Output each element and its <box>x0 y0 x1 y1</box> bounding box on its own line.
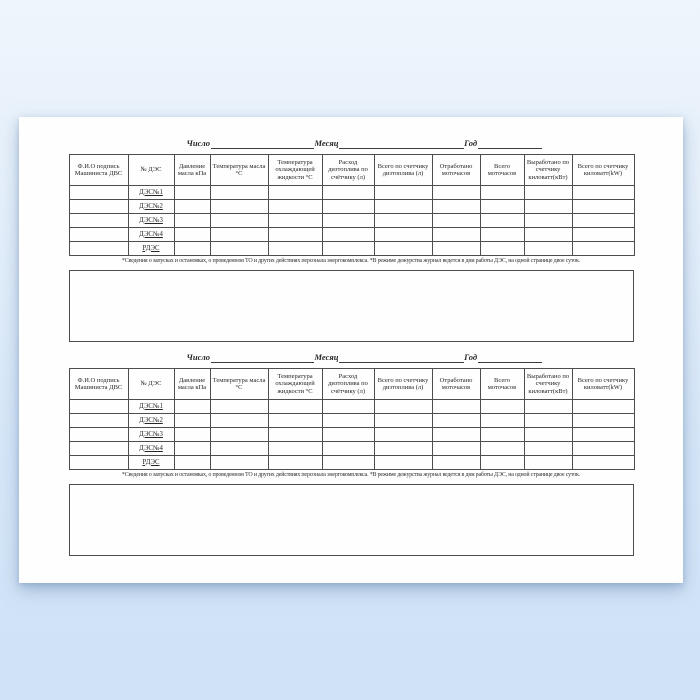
entry-cell <box>210 456 268 470</box>
generator-label: ДЭС№1 <box>139 402 163 410</box>
entry-cell <box>432 428 480 442</box>
generator-label: ДЭС№4 <box>139 230 163 238</box>
entry-cell <box>174 214 210 228</box>
table-row <box>69 442 634 456</box>
entry-cell <box>268 200 322 214</box>
table-row <box>69 214 634 228</box>
entry-cell <box>432 442 480 456</box>
blank-underline <box>211 352 315 363</box>
table-row <box>69 456 634 470</box>
table-body <box>69 186 634 256</box>
column-header: Отработано моточасов <box>432 369 480 400</box>
log-form-section <box>69 137 634 342</box>
entry-cell <box>572 428 634 442</box>
notes-box <box>69 270 634 342</box>
entry-cell <box>174 456 210 470</box>
entry-cell <box>374 442 432 456</box>
column-header: Расход дизтоплива по счётчику (л) <box>322 155 374 186</box>
entry-cell <box>524 456 572 470</box>
column-header: Выработано по счетчику киловатт(кВт) <box>524 369 572 400</box>
entry-cell <box>69 442 128 456</box>
column-header: Отработано моточасов <box>432 155 480 186</box>
engine-log-table <box>69 368 635 470</box>
table-row <box>69 400 634 414</box>
entry-cell <box>268 228 322 242</box>
column-header: Давление масла кПа <box>174 369 210 400</box>
entry-cell <box>480 442 524 456</box>
column-header: Температура охлаждающей жидкости °С <box>268 369 322 400</box>
log-form-section <box>69 351 634 556</box>
entry-cell <box>322 200 374 214</box>
entry-cell <box>210 242 268 256</box>
entry-cell <box>374 400 432 414</box>
entry-cell <box>268 242 322 256</box>
entry-cell <box>480 214 524 228</box>
entry-cell <box>524 400 572 414</box>
column-header: Всего по счетчику киловатт(kW) <box>572 155 634 186</box>
entry-cell <box>374 200 432 214</box>
column-header: Температура масла °С <box>210 369 268 400</box>
entry-cell <box>374 228 432 242</box>
generator-label: РДЭС <box>142 458 160 466</box>
entry-cell <box>572 442 634 456</box>
date-field-label-month: Месяц <box>314 352 339 362</box>
entry-cell <box>374 428 432 442</box>
table-row <box>69 242 634 256</box>
footnote-text: *Сведения о запусках и остановках, о проведенном ТО и других действиях персонала энергокомплекса. *В режиме дежурства журнал ведется в дни работы ДЭС, на одной странице двое суток. <box>121 472 581 478</box>
notes-box <box>69 484 634 556</box>
entry-cell <box>480 428 524 442</box>
entry-cell <box>572 228 634 242</box>
entry-cell <box>572 214 634 228</box>
entry-cell <box>268 400 322 414</box>
entry-cell <box>480 200 524 214</box>
entry-cell <box>432 400 480 414</box>
entry-cell <box>432 456 480 470</box>
entry-cell <box>268 428 322 442</box>
entry-cell <box>268 186 322 200</box>
generator-label: ДЭС№3 <box>139 430 163 438</box>
entry-cell <box>174 242 210 256</box>
generator-label: ДЭС№1 <box>139 188 163 196</box>
entry-cell <box>524 442 572 456</box>
entry-cell <box>432 214 480 228</box>
table-row <box>69 428 634 442</box>
entry-cell <box>174 428 210 442</box>
entry-cell <box>69 228 128 242</box>
entry-cell <box>524 428 572 442</box>
entry-cell <box>480 414 524 428</box>
entry-cell <box>210 400 268 414</box>
generator-label: ДЭС№2 <box>139 416 163 424</box>
column-header: Ф.И.О подпись Машиниста ДВС <box>69 155 128 186</box>
column-header: Выработано по счетчику киловатт(кВт) <box>524 155 572 186</box>
entry-cell <box>268 456 322 470</box>
blank-underline <box>211 138 315 149</box>
table-body <box>69 400 634 470</box>
footnote-text: *Сведения о запусках и остановках, о проведенном ТО и других действиях персонала энергокомплекса. *В режиме дежурства журнал ведется в дни работы ДЭС, на одной странице двое суток. <box>121 258 581 264</box>
column-header: Всего по счетчику киловатт(kW) <box>572 369 634 400</box>
entry-cell <box>524 228 572 242</box>
entry-cell <box>322 242 374 256</box>
entry-cell <box>174 228 210 242</box>
table-row <box>69 186 634 200</box>
blank-underline <box>478 352 541 363</box>
entry-cell <box>572 242 634 256</box>
entry-cell <box>174 200 210 214</box>
column-header: Температура масла °С <box>210 155 268 186</box>
row-label-cell <box>128 200 174 214</box>
row-label-cell <box>128 400 174 414</box>
column-header: Всего по счетчику дизтоплива (л) <box>374 369 432 400</box>
entry-cell <box>210 214 268 228</box>
entry-cell <box>480 186 524 200</box>
date-line <box>187 137 542 149</box>
paper-sheet <box>19 117 683 583</box>
entry-cell <box>374 186 432 200</box>
entry-cell <box>322 442 374 456</box>
entry-cell <box>432 242 480 256</box>
row-label-cell <box>128 414 174 428</box>
engine-log-table <box>69 154 635 256</box>
column-header: Всего моточасов <box>480 369 524 400</box>
column-header: Всего моточасов <box>480 155 524 186</box>
entry-cell <box>322 400 374 414</box>
table-row <box>69 414 634 428</box>
entry-cell <box>374 214 432 228</box>
entry-cell <box>210 228 268 242</box>
entry-cell <box>322 214 374 228</box>
entry-cell <box>572 186 634 200</box>
blank-underline <box>478 138 541 149</box>
column-header: Расход дизтоплива по счётчику (л) <box>322 369 374 400</box>
entry-cell <box>268 214 322 228</box>
entry-cell <box>69 400 128 414</box>
row-label-cell <box>128 214 174 228</box>
column-header: Давление масла кПа <box>174 155 210 186</box>
column-header: Ф.И.О подпись Машиниста ДВС <box>69 369 128 400</box>
column-header: № ДЭС <box>128 155 174 186</box>
entry-cell <box>268 442 322 456</box>
entry-cell <box>69 414 128 428</box>
entry-cell <box>174 400 210 414</box>
entry-cell <box>322 228 374 242</box>
generator-label: РДЭС <box>142 244 160 252</box>
generator-label: ДЭС№4 <box>139 444 163 452</box>
entry-cell <box>69 186 128 200</box>
generator-label: ДЭС№3 <box>139 216 163 224</box>
entry-cell <box>480 400 524 414</box>
entry-cell <box>572 400 634 414</box>
entry-cell <box>174 186 210 200</box>
entry-cell <box>69 200 128 214</box>
entry-cell <box>432 186 480 200</box>
table-header-row <box>69 369 634 400</box>
blank-underline <box>339 138 464 149</box>
entry-cell <box>322 414 374 428</box>
entry-cell <box>69 242 128 256</box>
row-label-cell <box>128 456 174 470</box>
entry-cell <box>210 442 268 456</box>
generator-label: ДЭС№2 <box>139 202 163 210</box>
table-row <box>69 200 634 214</box>
date-field-label-day: Число <box>186 138 210 148</box>
row-label-cell <box>128 442 174 456</box>
entry-cell <box>322 428 374 442</box>
row-label-cell <box>128 186 174 200</box>
table-row <box>69 228 634 242</box>
entry-cell <box>374 242 432 256</box>
entry-cell <box>374 456 432 470</box>
entry-cell <box>210 428 268 442</box>
entry-cell <box>432 228 480 242</box>
entry-cell <box>210 186 268 200</box>
entry-cell <box>524 414 572 428</box>
entry-cell <box>432 200 480 214</box>
entry-cell <box>174 442 210 456</box>
entry-cell <box>524 200 572 214</box>
entry-cell <box>322 456 374 470</box>
date-field-label-year: Год <box>464 352 478 362</box>
column-header: Температура охлаждающей жидкости °С <box>268 155 322 186</box>
entry-cell <box>524 214 572 228</box>
entry-cell <box>432 414 480 428</box>
blank-underline <box>339 352 464 363</box>
entry-cell <box>480 242 524 256</box>
date-line <box>187 351 542 363</box>
row-label-cell <box>128 228 174 242</box>
entry-cell <box>69 214 128 228</box>
row-label-cell <box>128 428 174 442</box>
date-field-label-month: Месяц <box>314 138 339 148</box>
entry-cell <box>480 228 524 242</box>
entry-cell <box>572 414 634 428</box>
entry-cell <box>69 428 128 442</box>
table-header-row <box>69 155 634 186</box>
column-header: № ДЭС <box>128 369 174 400</box>
row-label-cell <box>128 242 174 256</box>
entry-cell <box>69 456 128 470</box>
entry-cell <box>374 414 432 428</box>
entry-cell <box>210 414 268 428</box>
entry-cell <box>322 186 374 200</box>
entry-cell <box>480 456 524 470</box>
entry-cell <box>268 414 322 428</box>
date-field-label-day: Число <box>186 352 210 362</box>
entry-cell <box>174 414 210 428</box>
entry-cell <box>210 200 268 214</box>
entry-cell <box>572 456 634 470</box>
column-header: Всего по счетчику дизтоплива (л) <box>374 155 432 186</box>
entry-cell <box>524 186 572 200</box>
entry-cell <box>572 200 634 214</box>
entry-cell <box>524 242 572 256</box>
date-field-label-year: Год <box>464 138 478 148</box>
